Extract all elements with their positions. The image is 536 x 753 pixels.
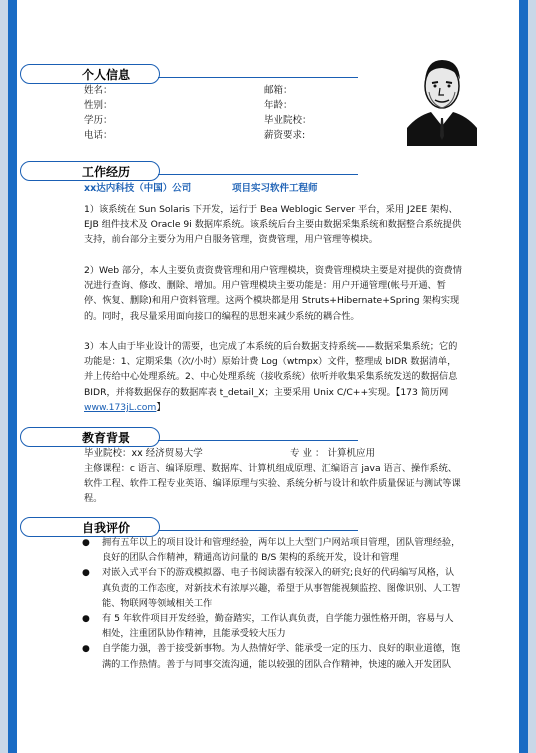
list-item: ● 对嵌入式平台下的游戏模拟器、电子书阅读器有较深入的研究;良好的代码编写风格，认真负责的工作态度，对新技术有浓厚兴趣，希望于从事智能视频监控、图像识别、人工智能、物联网等领域相关工作: [82, 567, 461, 609]
phone-label: 电话：: [84, 130, 113, 141]
resume-site-link[interactable]: www.173jL.com: [84, 401, 157, 413]
section-title-work: 工作经历: [82, 165, 131, 179]
right-accent-bar: [519, 0, 528, 753]
self-eval-list: [82, 535, 462, 672]
list-item: ● 有 5 年软件项目开发经验，勤奋踏实，工作认真负责，自学能力强性格开朗，容易与人相处，注重团队协作精神，且能承受较大压力: [82, 613, 454, 640]
salary-label: 薪资要求:: [264, 130, 306, 141]
work-item-3: 3）本人由于毕业设计的需要，也完成了本系统的后台数据支持系统——数据采集系统；它的功能是：1、定期采集（次/小时）原始计费 Log（wtmpx）文件，整理成 bIDR 数据清单，并上传给中心处理系统。2、中心处理系统（接收系统）依听并收集采集系统发送的数据信息 BIDR，并将数据保存的数据库表 t_detail_X；主要采用 Unix C/C++实现。【173 简历网 www.173jL.com】: [84, 341, 458, 413]
section-header-self: [20, 517, 240, 537]
bullet-icon: ●: [82, 538, 90, 548]
portrait-icon: [407, 46, 477, 146]
bullet-icon: ●: [82, 614, 90, 625]
bullet-icon: ●: [82, 644, 90, 655]
section-header-edu: [20, 427, 240, 447]
section-header-personal: [20, 64, 240, 84]
section-title-edu: 教育背景: [82, 431, 131, 445]
list-item: ● 自学能力强，善于接受新事物。为人热情好学、能承受一定的压力、良好的职业道德，饱满的工作热情。善于与同事交流沟通，能以较强的团队合作精神，快速的融入开发团队: [82, 643, 461, 670]
age-label: 年龄：: [264, 100, 293, 111]
left-accent-bar: [8, 0, 17, 753]
degree-label: 学历：: [84, 115, 113, 126]
section-title-self: 自我评价: [82, 521, 131, 535]
edu-courses: 主修课程：c 语言、编译原理、数据库、计算机组成原理、汇编语言 java 语言、操作系统、软件工程、软件工程专业英语、编译原理与实验、系统分析与设计和软件质量保证与测试等课程。: [84, 463, 461, 505]
section-title-personal: 个人信息: [82, 68, 131, 82]
list-item: ● 拥有五年以上的项目设计和管理经验，两年以上大型门户网站项目管理，团队管理经验，良好的团队合作精神，精通高访问量的 B/S 架构的系统开发，设计和管理: [82, 537, 461, 564]
gender-label: 性别：: [84, 100, 113, 111]
email-label: 邮箱：: [264, 85, 293, 96]
edu-major: 专 业 ： 计算机应用: [290, 448, 376, 459]
work-position: 项目实习软件工程师: [232, 183, 318, 194]
bullet-icon: ●: [82, 568, 90, 579]
name-label: 姓名：: [84, 85, 113, 96]
section-header-work: [20, 161, 240, 181]
work-item-1: 1）该系统在 Sun Solaris 下开发，运行于 Bea Weblogic Server 平台，采用 J2EE 架构、EJB 组件技术及 Oracle 9i 数据库系统。该系统后台主要由数据采集系统和数据整合系统提供支持，前台部分主要分为用户自服务管理，资费管理，用户管理等模块。: [84, 204, 462, 246]
work-item-2: 2）Web 部分，本人主要负责资费管理和用户管理模块，资费管理模块主要是对提供的资费情况进行查询、修改、删除、增加。用户管理模块主要功能是：用户开通管理(帐号开通、暂停、恢复、删除)和用户资料管理。这两个模块都是用 Struts+Hibernate+Spring 架构实现的。同时，我尽量采用面向接口的编程的思想来减少系统的耦合性。: [84, 265, 462, 322]
edu-school: 毕业院校：xx 经济贸易大学: [84, 448, 203, 459]
work-company: xx达内科技（中国）公司: [84, 183, 192, 194]
profile-photo: [407, 46, 477, 146]
school-label: 毕业院校：: [264, 115, 312, 126]
